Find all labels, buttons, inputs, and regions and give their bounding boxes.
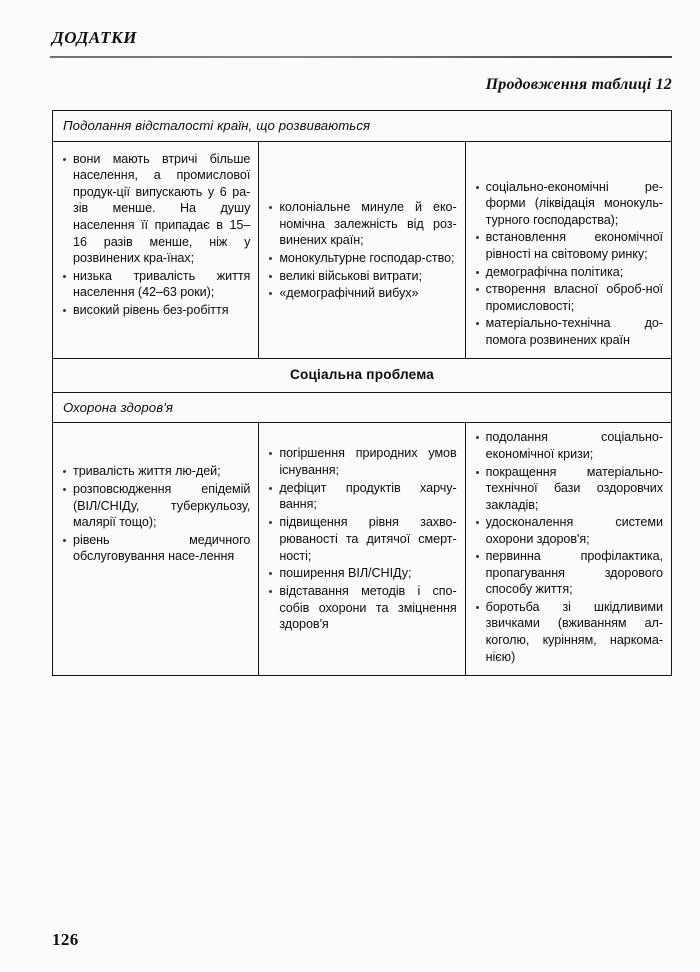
row2-col2-list [268, 445, 456, 632]
list-item: матеріально-технічна до-помога розвинених країн [475, 315, 663, 348]
row1-col1-list [62, 151, 250, 318]
list-item: тривалість життя лю-дей; [62, 463, 250, 480]
list-item: демографічна політика; [475, 264, 663, 281]
table-row-social-problem [53, 359, 672, 392]
row1-col2-list [268, 199, 456, 302]
row1-col3-cell [465, 141, 671, 358]
header-rule [50, 56, 672, 58]
list-item: великі військові витрати; [268, 268, 456, 285]
list-item: колоніальне минуле й еко-номічна залежність від роз-винених країн; [268, 199, 456, 249]
list-item: «демографічний вибух» [268, 285, 456, 302]
list-item: покращення матеріально-технічної бази оздоровчих закладів; [475, 464, 663, 514]
row2-col3-list [475, 429, 663, 665]
table-row [53, 423, 672, 676]
list-item: погіршення природних умов існування; [268, 445, 456, 478]
row1-col1-cell [53, 141, 259, 358]
row2-col2-cell [259, 423, 465, 676]
list-item: підвищення рівня захво-рюваності та дитячої смерт-ності; [268, 514, 456, 564]
section-header-label: Подолання відсталості країн, що розвиваються [63, 118, 371, 133]
list-item: рівень медичного обслуговування насе-лення [62, 532, 250, 565]
row2-col3-cell [465, 423, 671, 676]
social-problem-cell [53, 359, 672, 392]
list-item: вони мають втричі більше населення, а промислової продук-ції випускають у 6 ра-зів менше. На душу населення її припадає в 15–16 разів менше, ніж у розвинених кра-їнах; [62, 151, 250, 267]
row2-col1-list [62, 463, 250, 564]
list-item: поширення ВІЛ/СНІДу; [268, 565, 456, 582]
running-head: ДОДАТКИ [52, 28, 138, 47]
table-row-section-header [53, 111, 672, 142]
list-item: встановлення економічної рівності на світовому ринку; [475, 229, 663, 262]
list-item: боротьба зі шкідливими звичками (вживанням ал-коголю, курінням, наркома-нією) [475, 599, 663, 665]
list-item: дефіцит продуктів харчу-вання; [268, 480, 456, 513]
table-continuation-caption: Продовження таблиці 12 [485, 76, 672, 93]
row2-col1-cell [53, 423, 259, 676]
row1-col3-list [475, 179, 663, 348]
list-item: подолання соціально-економічної кризи; [475, 429, 663, 462]
list-item: розповсюдження епідемій (ВІЛ/СНІДу, туберкульозу, малярії тощо); [62, 481, 250, 531]
list-item: високий рівень без-робіття [62, 302, 250, 319]
table-row [53, 141, 672, 358]
list-item: первинна профілактика, пропагування здорового способу життя; [475, 548, 663, 598]
list-item: монокультурне господар-ство; [268, 250, 456, 267]
list-item: соціально-економічні ре-форми (ліквідація монокуль-турного господарства); [475, 179, 663, 229]
list-item: низька тривалість життя населення (42–63 роки); [62, 268, 250, 301]
list-item: удосконалення системи охорони здоров'я; [475, 514, 663, 547]
health-header-cell [53, 392, 672, 423]
page-number: 126 [52, 930, 79, 949]
health-header-label: Охорона здоров'я [63, 399, 173, 415]
list-item: відставання методів і спо-собів охорони та зміцнення здоров'я [268, 583, 456, 633]
row1-col2-cell [259, 141, 465, 358]
section-header-cell [53, 111, 672, 142]
social-problem-label: Соціальна проблема [289, 367, 435, 383]
table-row-health-header [53, 392, 672, 423]
list-item: створення власної оброб-ної промисловості; [475, 281, 663, 314]
comparison-table [52, 110, 672, 676]
